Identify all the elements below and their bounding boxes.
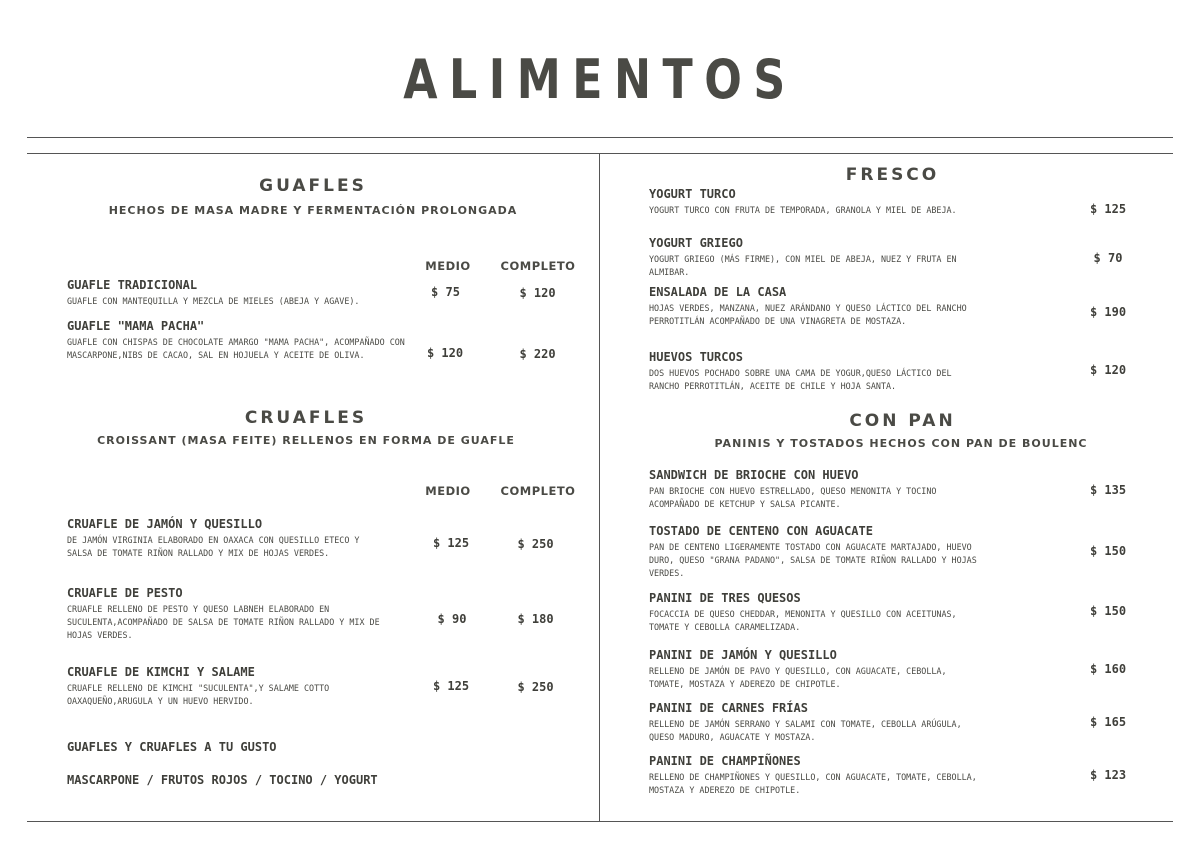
section-title-con-pan: CON PAN bbox=[849, 411, 956, 431]
menu-item-guafle-mama-pacha bbox=[67, 319, 407, 362]
menu-item-cruafle-jamon-quesillo bbox=[67, 517, 387, 560]
menu-item-panini-jamon-quesillo bbox=[649, 648, 979, 691]
item-price: $ 123 bbox=[1089, 768, 1127, 782]
section-title-fresco: FRESCO bbox=[845, 165, 940, 185]
item-name: CRUAFLE DE KIMCHI Y SALAME bbox=[67, 665, 255, 679]
item-price: $ 125 bbox=[1089, 202, 1127, 216]
menu-item-tostado-centeno bbox=[649, 524, 979, 580]
item-name: CRUAFLE DE PESTO bbox=[67, 586, 183, 600]
extras-options: MASCARPONE / FRUTOS ROJOS / TOCINO / YOGURT bbox=[67, 773, 378, 787]
item-price: $ 70 bbox=[1093, 251, 1123, 265]
item-name: PANINI DE CARNES FRÍAS bbox=[649, 701, 808, 715]
item-price: $ 150 bbox=[1089, 544, 1127, 558]
item-description: RELLENO DE CHAMPIÑONES Y QUESILLO, CON AGUACATE, TOMATE, CEBOLLA, MOSTAZA Y ADEREZO DE CHIPOTLE. bbox=[649, 772, 977, 795]
price-completo: $ 180 bbox=[517, 612, 554, 626]
price-medio: $ 120 bbox=[426, 346, 464, 360]
item-description: PAN BRIOCHE CON HUEVO ESTRELLADO, QUESO MENONITA Y TOCINO ACOMPAÑADO DE KETCHUP Y SALSA PICANTE. bbox=[649, 486, 937, 509]
extras-title: GUAFLES Y CRUAFLES A TU GUSTO bbox=[67, 740, 277, 754]
menu-item-cruafle-kimchi-salame bbox=[67, 665, 387, 708]
price-completo: $ 250 bbox=[517, 680, 554, 694]
item-description: YOGURT GRIEGO (MÁS FIRME), CON MIEL DE ABEJA, NUEZ Y FRUTA EN ALMIBAR. bbox=[649, 254, 957, 277]
column-header-medio: MEDIO bbox=[425, 484, 471, 498]
column-header-completo: COMPLETO bbox=[500, 484, 576, 498]
item-name: TOSTADO DE CENTENO CON AGUACATE bbox=[649, 524, 873, 538]
price-completo: $ 250 bbox=[517, 537, 554, 551]
item-name: SANDWICH DE BRIOCHE CON HUEVO bbox=[649, 468, 859, 482]
item-name: YOGURT GRIEGO bbox=[649, 236, 743, 250]
item-description: RELLENO DE JAMÓN DE PAVO Y QUESILLO, CON AGUACATE, CEBOLLA, TOMATE, MOSTAZA Y ADEREZO DE CHIPOTLE. bbox=[649, 666, 947, 689]
item-name: HUEVOS TURCOS bbox=[649, 350, 743, 364]
item-name: PANINI DE CHAMPIÑONES bbox=[649, 754, 801, 768]
price-completo: $ 220 bbox=[519, 347, 556, 361]
price-medio: $ 90 bbox=[437, 612, 467, 626]
menu-item-huevos-turcos bbox=[649, 350, 979, 393]
item-description: FOCACCIA DE QUESO CHEDDAR, MENONITA Y QUESILLO CON ACEITUNAS, TOMATE Y CEBOLLA CARAMELIZADA. bbox=[649, 609, 957, 632]
menu-item-yogurt-turco bbox=[649, 187, 979, 217]
item-name: GUAFLE TRADICIONAL bbox=[67, 278, 198, 292]
menu-item-sandwich-brioche bbox=[649, 468, 979, 511]
section-subtitle-guafles: HECHOS DE MASA MADRE Y FERMENTACIÓN PROLONGADA bbox=[108, 204, 518, 217]
item-name: CRUAFLE DE JAMÓN Y QUESILLO bbox=[67, 517, 263, 531]
menu-item-yogurt-griego bbox=[649, 236, 979, 279]
section-title-guafles: GUAFLES bbox=[259, 176, 367, 196]
menu-item-cruafle-pesto bbox=[67, 586, 387, 642]
menu-item-panini-tres-quesos bbox=[649, 591, 979, 634]
item-price: $ 135 bbox=[1089, 483, 1127, 497]
item-name: PANINI DE JAMÓN Y QUESILLO bbox=[649, 648, 837, 662]
menu-item-ensalada-de-la-casa bbox=[649, 285, 979, 328]
item-name: PANINI DE TRES QUESOS bbox=[649, 591, 801, 605]
item-description: YOGURT TURCO CON FRUTA DE TEMPORADA, GRANOLA Y MIEL DE ABEJA. bbox=[649, 205, 957, 215]
price-medio: $ 75 bbox=[431, 285, 460, 299]
item-description: DOS HUEVOS POCHADO SOBRE UNA CAMA DE YOGUR,QUESO LÁCTICO DEL RANCHO PERROTITLÁN, ACEITE DE CHILE Y HOJA SANTA. bbox=[649, 368, 952, 391]
item-description: RELLENO DE JAMÓN SERRANO Y SALAMI CON TOMATE, CEBOLLA ARÚGULA, QUESO MADURO, AGUACATE Y MOSTAZA. bbox=[649, 719, 962, 742]
column-header-medio: MEDIO bbox=[425, 259, 471, 273]
item-description: HOJAS VERDES, MANZANA, NUEZ ARÁNDANO Y QUESO LÁCTICO DEL RANCHO PERROTITLÁN ACOMPAÑADO DE UNA VINAGRETA DE MOSTAZA. bbox=[649, 303, 967, 326]
menu-title: ALIMENTOS bbox=[403, 48, 797, 111]
menu-item-panini-carnes-frias bbox=[649, 701, 979, 744]
item-description: PAN DE CENTENO LIGERAMENTE TOSTADO CON AGUACATE MARTAJADO, HUEVO DURO, QUESO "GRANA PADANO", SALSA DE TOMATE RIÑON RALLADO Y HOJAS VERDES. bbox=[649, 542, 977, 578]
header-divider bbox=[27, 153, 1173, 154]
item-price: $ 190 bbox=[1089, 305, 1127, 319]
price-medio: $ 125 bbox=[432, 679, 470, 693]
menu-item-panini-champinones bbox=[649, 754, 979, 797]
item-description: CRUAFLE RELLENO DE PESTO Y QUESO LABNEH ELABORADO EN SUCULENTA,ACOMPAÑADO DE SALSA DE TOMATE RIÑON RALLADO Y MIX DE HOJAS VERDES. bbox=[67, 604, 380, 640]
section-subtitle-con-pan: PANINIS Y TOSTADOS HECHOS CON PAN DE BOULENC bbox=[714, 437, 1088, 450]
section-subtitle-cruafles: CROISSANT (MASA FEITE) RELLENOS EN FORMA DE GUAFLE bbox=[97, 434, 515, 447]
menu-item-guafle-tradicional bbox=[67, 278, 407, 308]
item-price: $ 120 bbox=[1089, 363, 1127, 377]
item-description: GUAFLE CON CHISPAS DE CHOCOLATE AMARGO "MAMA PACHA", ACOMPAÑADO CON MASCARPONE,NIBS DE CACAO, SAL EN HOJUELA Y ACEITE DE OLIVA. bbox=[67, 337, 405, 360]
top-divider bbox=[27, 137, 1173, 138]
item-description: CRUAFLE RELLENO DE KIMCHI "SUCULENTA",Y SALAME COTTO OAXAQUEÑO,ARUGULA Y UN HUEVO HERVIDO. bbox=[67, 683, 330, 706]
item-description: DE JAMÓN VIRGINIA ELABORADO EN OAXACA CON QUESILLO ETECO Y SALSA DE TOMATE RIÑON RALLADO Y MIX DE HOJAS VERDES. bbox=[67, 535, 360, 558]
item-description: GUAFLE CON MANTEQUILLA Y MEZCLA DE MIELES (ABEJA Y AGAVE). bbox=[67, 296, 360, 306]
price-completo: $ 120 bbox=[519, 286, 556, 300]
bottom-divider bbox=[27, 821, 1173, 822]
item-name: GUAFLE "MAMA PACHA" bbox=[67, 319, 205, 333]
column-divider bbox=[599, 153, 600, 821]
item-name: YOGURT TURCO bbox=[649, 187, 736, 201]
price-medio: $ 125 bbox=[432, 536, 470, 550]
item-price: $ 165 bbox=[1089, 715, 1127, 729]
section-title-cruafles: CRUAFLES bbox=[244, 408, 368, 428]
item-price: $ 150 bbox=[1089, 604, 1127, 618]
column-header-completo: COMPLETO bbox=[500, 259, 576, 273]
item-price: $ 160 bbox=[1089, 662, 1127, 676]
item-name: ENSALADA DE LA CASA bbox=[649, 285, 787, 299]
